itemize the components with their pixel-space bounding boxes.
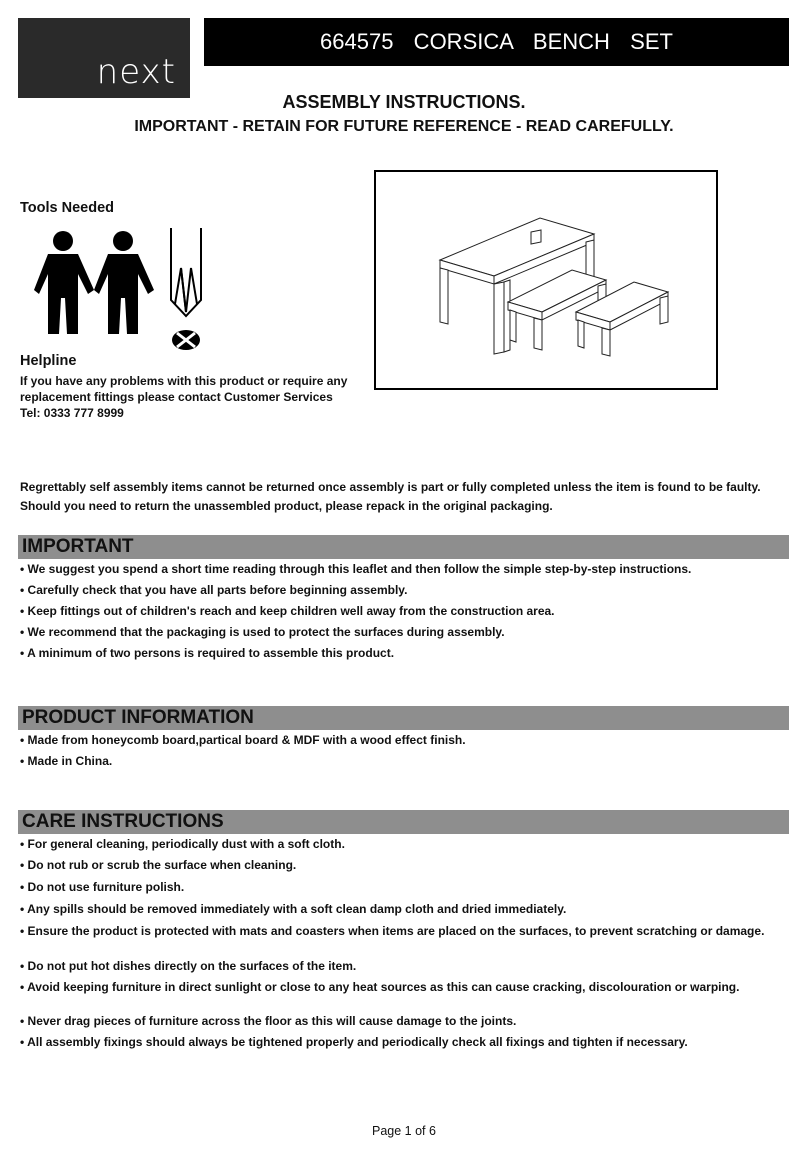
list-item: • We recommend that the packaging is used to protect the surfaces during assembly. — [20, 625, 505, 639]
list-item: • Never drag pieces of furniture across the floor as this will cause damage to the joints. — [20, 1014, 517, 1028]
screwdriver-icon — [171, 228, 201, 350]
list-item: • Any spills should be removed immediately with a soft clean damp cloth and dried immediately. — [20, 902, 567, 916]
helpline-line: replacement fittings please contact Customer Services — [20, 390, 333, 404]
product-information-section-bar — [18, 706, 789, 730]
list-item: • Do not rub or scrub the surface when cleaning. — [20, 858, 297, 872]
list-item: • Made in China. — [20, 754, 113, 768]
helpline-phone: Tel: 0333 777 8999 — [20, 406, 124, 420]
page-number: Page 1 of 6 — [372, 1124, 436, 1138]
section-title: PRODUCT INFORMATION — [22, 707, 254, 728]
logo-text: next — [96, 52, 176, 92]
two-person-icon — [34, 231, 154, 334]
helpline-line: If you have any problems with this product or require any — [20, 374, 348, 388]
product-title-bar — [204, 18, 789, 66]
list-item: • We suggest you spend a short time reading through this leaflet and then follow the simple step-by-step instructions. — [20, 562, 692, 576]
list-item: • Do not use furniture polish. — [20, 880, 185, 894]
section-title: CARE INSTRUCTIONS — [22, 811, 224, 832]
list-item: • Do not put hot dishes directly on the surfaces of the item. — [20, 959, 357, 973]
next-logo — [18, 18, 190, 98]
tools-heading: Tools Needed — [20, 200, 114, 216]
list-item: • A minimum of two persons is required to assemble this product. — [20, 646, 395, 660]
tools-figure — [34, 228, 214, 358]
care-instructions-section-bar — [18, 810, 789, 834]
section-title: IMPORTANT — [22, 536, 134, 557]
list-item: • Carefully check that you have all parts before beginning assembly. — [20, 583, 408, 597]
important-note: IMPORTANT - RETAIN FOR FUTURE REFERENCE - READ CAREFULLY. — [134, 118, 674, 135]
helpline-heading: Helpline — [20, 353, 77, 369]
product-title: 664575 CORSICA BENCH SET — [320, 29, 673, 54]
product-illustration — [374, 170, 718, 390]
assembly-heading: ASSEMBLY INSTRUCTIONS. — [282, 92, 526, 112]
list-item: • Keep fittings out of children's reach and keep children well away from the construction area. — [20, 604, 555, 618]
list-item: • Made from honeycomb board,partical board & MDF with a wood effect finish. — [20, 733, 466, 747]
list-item: • Ensure the product is protected with mats and coasters when items are placed on the surfaces, to prevent scratching or damage. — [20, 924, 765, 938]
returns-notice: Regrettably self assembly items cannot be returned once assembly is part or fully completed unless the item is found to be faulty. Should you need to return the unassembled product, please repack in the original packaging. — [20, 480, 761, 513]
list-item: • For general cleaning, periodically dust with a soft cloth. — [20, 837, 345, 851]
list-item: • Avoid keeping furniture in direct sunlight or close to any heat sources as this can cause cracking, discolouration or warping. — [20, 980, 740, 994]
important-section-bar — [18, 535, 789, 559]
list-item: • All assembly fixings should always be tightened properly and periodically check all fixings and tighten if necessary. — [20, 1035, 688, 1049]
